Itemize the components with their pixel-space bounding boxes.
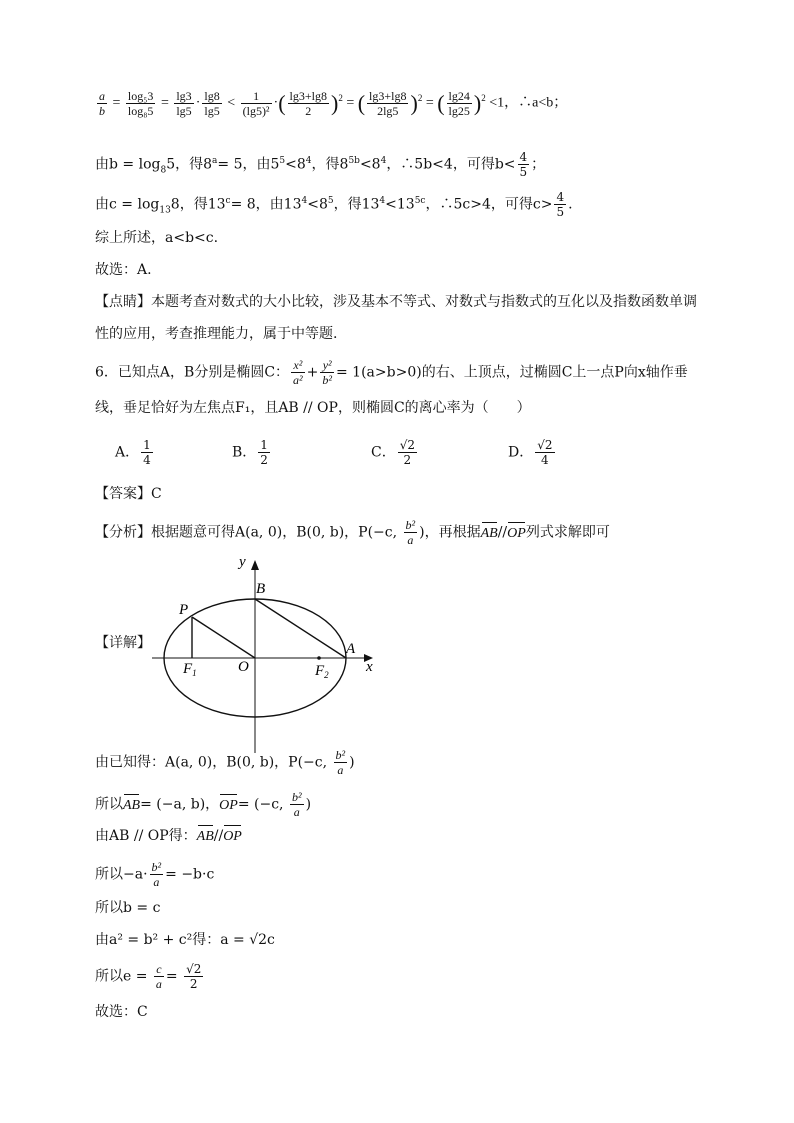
label-x: x <box>366 659 373 675</box>
label-y: y <box>239 554 246 570</box>
fraction-c-a: $\frac{c}{a}$ <box>155 962 162 991</box>
label-p: P <box>179 602 189 618</box>
label-f1: $F_1$ <box>183 661 197 678</box>
fraction-lg8-lg5: $\frac{\lg 8}{\lg 5}$ <box>204 88 220 118</box>
step-3: 由AB // OP得：AB//OP <box>95 826 242 847</box>
step-8: 故选：C <box>95 1004 148 1020</box>
label-o: O <box>238 659 249 675</box>
fraction-one-over-lg5-squared: $\frac{1}{\text{(lg5)²}}$ <box>242 88 270 118</box>
step-6: 由a² = b² + c²得：a = √2c <box>95 932 275 948</box>
segment-ba <box>255 599 346 658</box>
comment-line-1: 【点睛】本题考查对数式的大小比较，涉及基本不等式、对数式与指数式的互化以及指数函数单调 <box>95 294 697 310</box>
ellipse-figure <box>145 548 385 758</box>
fraction-lg24-lg25: $\frac{\lg 24}{\lg 25}$ <box>448 88 470 118</box>
fraction-b2-a-step2: $\frac{\text{b²}}{a}$ <box>291 790 302 819</box>
option-d: D． $\frac{√2}{4}$ <box>508 438 553 467</box>
fraction-y2-b2: $\frac{\text{y²}}{\text{b²}}$ <box>322 358 332 387</box>
fraction-root2-2: $\frac{√2}{2}$ <box>186 962 202 991</box>
fraction-b2-a-step1: $\frac{\text{b²}}{a}$ <box>335 748 346 777</box>
fraction-x2-a2: $\frac{\text{x²}}{\text{a²}}$ <box>293 358 303 387</box>
fraction-four-fifths-2: $\frac{4}{5}$ <box>556 190 565 219</box>
b-bound-line: 由$b = \log_85$，得$8^a= 5$，由$5^5<8^4$，得$8^{5b}<8^4$，∴5b<4，可得b< $\frac{4}{5}$ ； <box>95 150 546 179</box>
option-a: A． $\frac{1}{4}$ <box>115 438 151 467</box>
label-f2: $F_2$ <box>315 663 329 680</box>
label-b: B <box>256 581 266 597</box>
answer-tag: 【答案】 <box>95 486 151 502</box>
options-row <box>115 438 675 472</box>
answer-line <box>95 484 162 504</box>
segment-op <box>192 617 255 658</box>
step-4: 所以−a· $\frac{\text{b²}}{a}$ = −b·c <box>95 860 215 889</box>
fraction-b2-a-step4: $\frac{\text{b²}}{a}$ <box>151 860 162 889</box>
focus-f2-dot <box>317 656 321 660</box>
fraction-sum-over-2: $\frac{\lg 3+\lg 8}{2}$ <box>289 88 327 118</box>
summary-line: 综上所述，a<b<c. <box>95 230 219 246</box>
question-6-line-2: 线，垂足恰好为左焦点F₁，且AB // OP，则椭圆C的离心率为（ ） <box>95 400 531 416</box>
detail-tag: 【详解】 <box>95 635 151 651</box>
fraction-lg3-lg5: $\frac{\lg 3}{\lg 5}$ <box>176 88 192 118</box>
y-axis-arrow <box>251 560 259 570</box>
label-a: A <box>346 641 356 657</box>
detail-line <box>95 633 151 653</box>
step-5: 所以b = c <box>95 900 161 916</box>
c-bound-line: 由$c = \log_{13}8$，得$13^c= 8$，由$13^4<8^5$，得$13^4<13^{5c}$，∴5c>4，可得c> $\frac{4}{5}$ . <box>95 190 573 219</box>
fraction-a-over-b: $\frac{a}{b}$ <box>99 88 105 118</box>
analysis-line: 【分析】根据题意可得A(a, 0)，B(0, b)，P(−c, $\frac{\text{b²}}{a}$ )，再根据AB//OP列式求解即可 <box>95 518 610 547</box>
ratio-inequality-line: $\frac{a}{b}$ = $\frac{\text{log₅3}}{\text{log₈5}}$ = $\frac{\lg 3}{\lg 5}$ · $\frac{\lg 8}{\lg 5}$ < $\frac{1}{\text{(lg5)²}}$ ·( $\frac{\lg 3+\lg 8}{2}$ )$^2$ = ( $\frac{\lg 3+\lg 8}{2\lg 5}$ )$^2$ = ( $\frac{\lg 24}{\lg 25}$ )$^2$ <1，∴a<b； <box>99 88 568 118</box>
question-6-line-1: 6．已知点A，B分别是椭圆C： $\frac{\text{x²}}{\text{a²}}$ + $\frac{\text{y²}}{\text{b²}}$ = 1(a>b>0)的右、上顶点，过椭圆C上一点P向x轴作垂 <box>95 358 688 387</box>
comment-tag: 【点睛】 <box>95 294 151 310</box>
answer-value: C <box>151 486 162 502</box>
option-c: C． $\frac{√2}{2}$ <box>371 438 415 467</box>
comment-line-2: 性的应用，考查推理能力，属于中等题. <box>95 326 338 342</box>
step-1: 由已知得：A(a, 0)，B(0, b)，P(−c, $\frac{\text{b²}}{a}$ ) <box>95 748 355 777</box>
step-2: 所以AB= (−a, b)，OP= (−c, $\frac{\text{b²}}{a}$ ) <box>95 790 312 819</box>
fraction-sum-over-2lg5: $\frac{\lg 3+\lg 8}{2\lg 5}$ <box>369 88 407 118</box>
fraction-log-ratio: $\frac{\text{log₅3}}{\text{log₈5}}$ <box>127 88 154 118</box>
fraction-four-fifths: $\frac{4}{5}$ <box>519 150 528 179</box>
fraction-b2-a: $\frac{\text{b²}}{a}$ <box>405 518 416 547</box>
step-7: 所以e = $\frac{c}{a}$ = $\frac{√2}{2}$ <box>95 962 202 991</box>
choice-line: 故选：A. <box>95 262 152 278</box>
option-b: B． $\frac{1}{2}$ <box>232 438 268 467</box>
analysis-tag: 【分析】 <box>95 524 151 541</box>
